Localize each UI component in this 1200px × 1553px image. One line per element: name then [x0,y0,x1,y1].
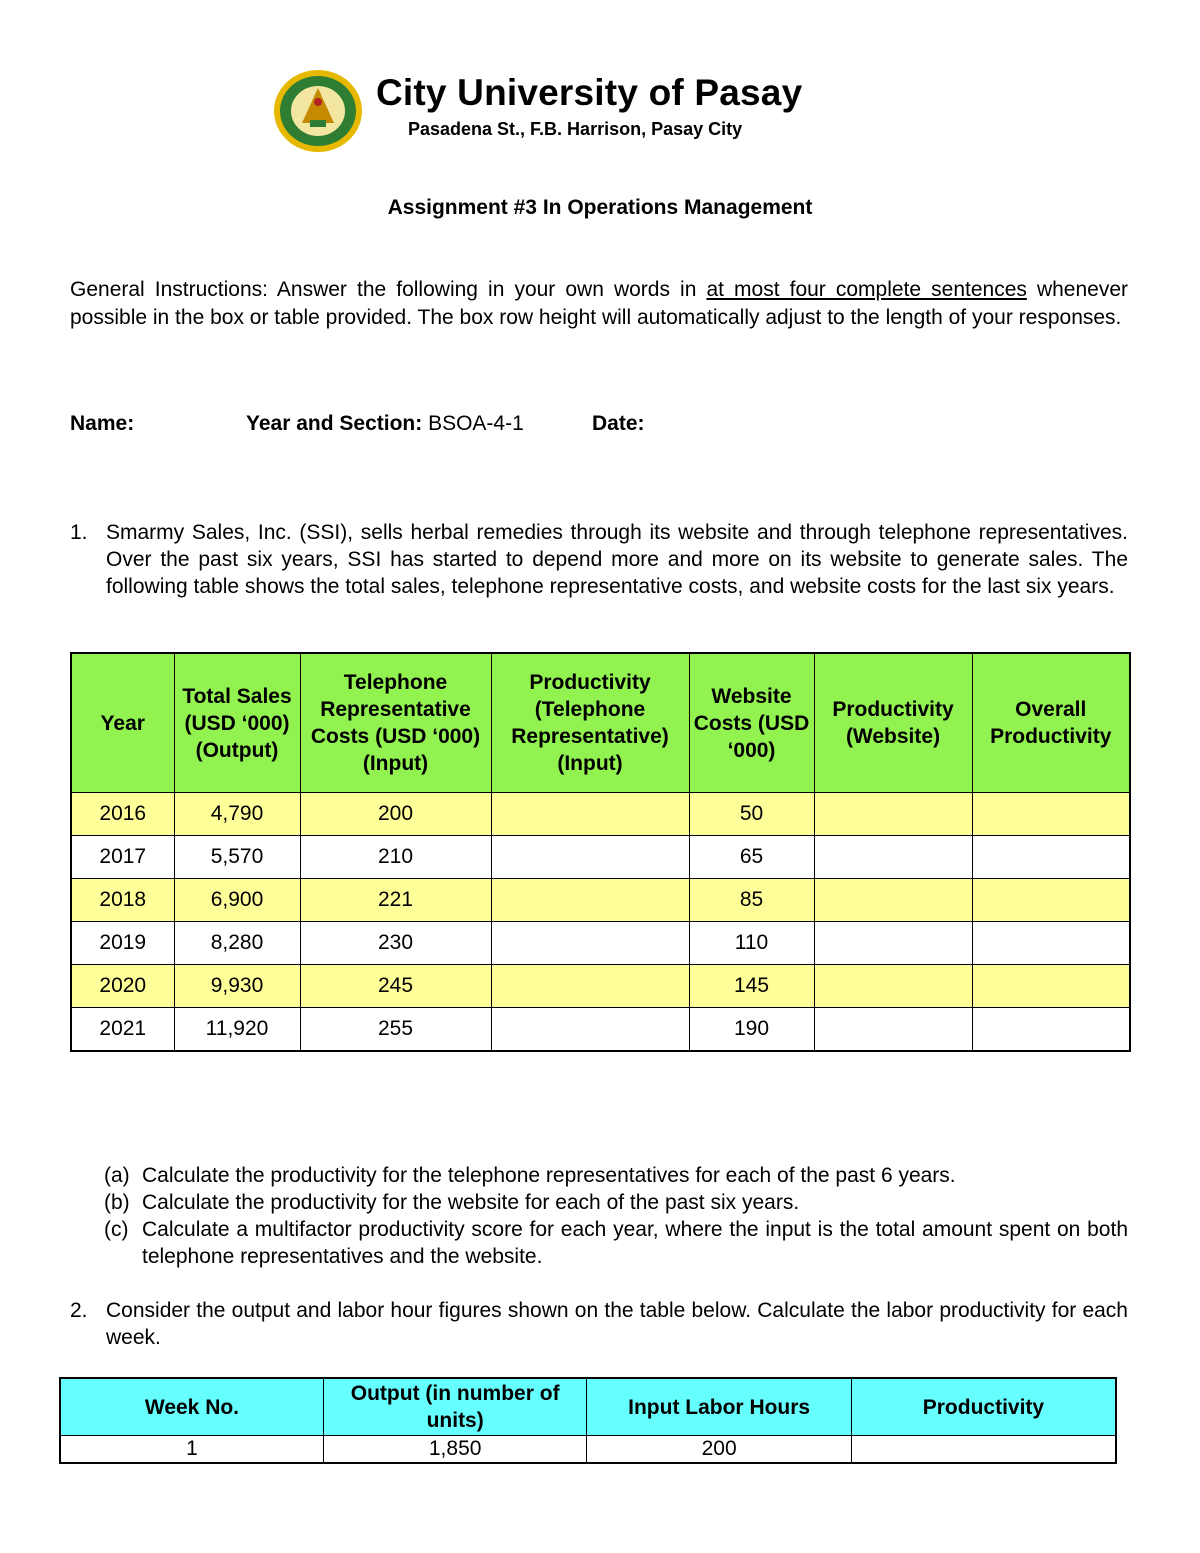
instructions-text-start: General Instructions: Answer the following in your own words in [70,278,707,301]
phone-cost-cell: 221 [300,879,491,922]
website-cost-cell: 190 [689,1008,814,1052]
sub-question-label: (a) [104,1164,130,1187]
year-cell: 2018 [71,879,174,922]
column-header: Productivity [851,1378,1116,1436]
overall-productivity-cell[interactable] [972,836,1130,879]
sub-question [104,1189,1128,1216]
question-1 [70,519,1128,600]
question-text: Smarmy Sales, Inc. (SSI), sells herbal remedies through its website and through telephone representatives. Over the past six years, SSI has started to depend more and more on its website to generate sales. The following table shows the total sales, telephone representative costs, and website costs for the last six years. [106,521,1128,598]
labor-hours-cell: 200 [587,1436,851,1464]
question-text: Consider the output and labor hour figures shown on the table below. Calculate the labor productivity for each week. [106,1299,1128,1349]
table-header-row [71,653,1130,793]
sub-questions [104,1162,1128,1270]
name-label: Name: [70,412,135,435]
website-productivity-cell[interactable] [814,922,972,965]
year-section-value: BSOA-4-1 [428,412,524,435]
phone-productivity-cell[interactable] [491,965,689,1008]
year-section-label: Year and Section: [246,412,423,435]
year-cell: 2020 [71,965,174,1008]
instructions-text-end: whenever possible in the box or table provided. The box row height will automatically adjust to the length of your responses. [70,278,1128,329]
year-cell: 2016 [71,793,174,836]
column-header: Productivity (Telephone Representative) (Input) [491,653,689,793]
sales-productivity-table [70,652,1131,1052]
column-header: Productivity (Website) [814,653,972,793]
sub-question [104,1216,1128,1270]
total-sales-cell: 4,790 [174,793,300,836]
sub-question-text: Calculate the productivity for the telephone representatives for each of the past 6 years. [142,1164,956,1187]
sub-question-label: (c) [104,1218,129,1241]
column-header: Telephone Representative Costs (USD ‘000) (Input) [300,653,491,793]
table-row [71,1008,1130,1052]
letterhead [272,68,832,158]
overall-productivity-cell[interactable] [972,879,1130,922]
phone-cost-cell: 210 [300,836,491,879]
university-address: Pasadena St., F.B. Harrison, Pasay City [408,119,743,139]
phone-productivity-cell[interactable] [491,879,689,922]
phone-cost-cell: 255 [300,1008,491,1052]
table-row [60,1436,1116,1464]
phone-cost-cell: 245 [300,965,491,1008]
website-productivity-cell[interactable] [814,965,972,1008]
phone-productivity-cell[interactable] [491,1008,689,1052]
sub-question-text: Calculate the productivity for the website for each of the past six years. [142,1191,800,1214]
website-cost-cell: 110 [689,922,814,965]
column-header: Input Labor Hours [587,1378,851,1436]
table-row [71,836,1130,879]
university-name: City University of Pasay [376,72,803,113]
website-cost-cell: 85 [689,879,814,922]
column-header: Week No. [60,1378,323,1436]
labor-productivity-table [59,1377,1117,1464]
table-header-row [60,1378,1116,1436]
website-productivity-cell[interactable] [814,836,972,879]
output-cell: 1,850 [323,1436,586,1464]
sub-question [104,1162,1128,1189]
column-header: Website Costs (USD ‘000) [689,653,814,793]
phone-productivity-cell[interactable] [491,836,689,879]
website-productivity-cell[interactable] [814,879,972,922]
sub-question-label: (b) [104,1191,130,1214]
phone-productivity-cell[interactable] [491,922,689,965]
sub-question-text: Calculate a multifactor productivity score for each year, where the input is the total amount spent on both telephone representatives and the website. [142,1218,1128,1268]
overall-productivity-cell[interactable] [972,965,1130,1008]
total-sales-cell: 5,570 [174,836,300,879]
column-header: Output (in number of units) [323,1378,586,1436]
overall-productivity-cell[interactable] [972,922,1130,965]
column-header: Year [71,653,174,793]
date-label: Date: [592,412,645,435]
table-row [71,922,1130,965]
year-section-field [246,412,524,436]
question-2 [70,1297,1128,1351]
website-cost-cell: 65 [689,836,814,879]
website-cost-cell: 50 [689,793,814,836]
total-sales-cell: 11,920 [174,1008,300,1052]
column-header: Total Sales (USD ‘000) (Output) [174,653,300,793]
total-sales-cell: 9,930 [174,965,300,1008]
table-row [71,965,1130,1008]
website-productivity-cell[interactable] [814,1008,972,1052]
university-seal-icon [272,68,364,154]
website-productivity-cell[interactable] [814,793,972,836]
overall-productivity-cell[interactable] [972,1008,1130,1052]
overall-productivity-cell[interactable] [972,793,1130,836]
phone-cost-cell: 200 [300,793,491,836]
question-number: 1. [70,521,88,544]
productivity-cell[interactable] [851,1436,1116,1464]
table-row [71,793,1130,836]
phone-productivity-cell[interactable] [491,793,689,836]
year-cell: 2019 [71,922,174,965]
instructions-emphasis: at most four complete sentences [706,278,1027,301]
year-cell: 2017 [71,836,174,879]
column-header: Overall Productivity [972,653,1130,793]
year-cell: 2021 [71,1008,174,1052]
question-number: 2. [70,1299,88,1322]
table-row [71,879,1130,922]
total-sales-cell: 8,280 [174,922,300,965]
general-instructions [70,276,1128,332]
total-sales-cell: 6,900 [174,879,300,922]
page-title: Assignment #3 In Operations Management [387,196,813,219]
website-cost-cell: 145 [689,965,814,1008]
week-cell: 1 [60,1436,323,1464]
phone-cost-cell: 230 [300,922,491,965]
